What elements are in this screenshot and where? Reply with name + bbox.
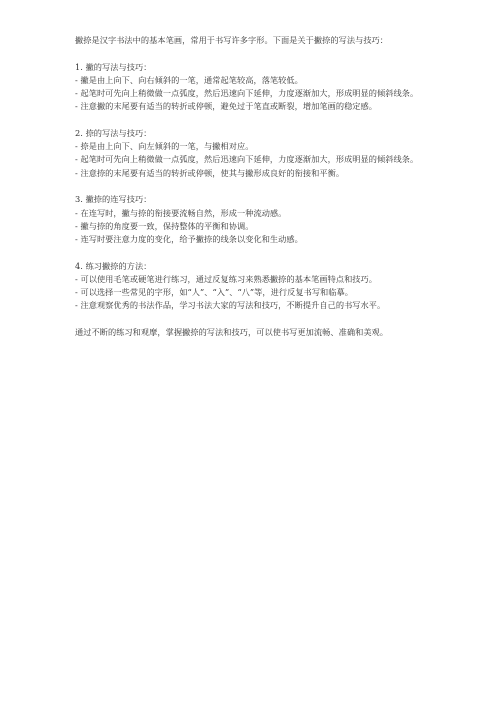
section-3-item-3: - 连写时要注意力度的变化，给予撇捺的线条以变化和生动感。 xyxy=(75,233,303,244)
section-4-item-1: - 可以使用毛笔或硬笔进行练习，通过反复练习来熟悉撇捺的基本笔画特点和技巧。 xyxy=(75,273,378,284)
section-heading-3: 3. 撇捺的连写技巧： xyxy=(75,194,152,205)
section-1-item-3: - 注意撇的末尾要有适当的转折或停顿，避免过于笔直或断裂，增加笔画的稳定感。 xyxy=(75,101,378,112)
section-4-item-3: - 注意观察优秀的书法作品，学习书法大家的写法和技巧，不断提升自己的书写水平。 xyxy=(75,300,386,311)
paragraph-gap xyxy=(75,312,421,326)
paragraph-gap xyxy=(75,114,421,128)
section-4-item-2: - 可以选择一些常见的字形，如“人”、“入”、“八”等，进行反复书写和临摹。 xyxy=(75,287,354,298)
section-heading-2: 2. 捺的写法与技巧： xyxy=(75,128,152,139)
paragraph-gap xyxy=(75,47,421,61)
section-heading-1: 1. 撇的写法与技巧： xyxy=(75,61,152,72)
section-3-item-2: - 撇与捺的角度要一致，保持整体的平衡和协调。 xyxy=(75,220,254,231)
intro-paragraph: 撇捺是汉字书法中的基本笔画，常用于书写许多字形。下面是关于撇捺的写法与技巧： xyxy=(75,35,389,45)
conclusion-paragraph: 通过不断的练习和观摩，掌握撇捺的写法和技巧，可以使书写更加流畅、准确和美观。 xyxy=(75,326,389,337)
section-1-item-1: - 撇是由上向下、向右倾斜的一笔，通常起笔较高，落笔较低。 xyxy=(75,74,303,85)
section-2-item-2: - 起笔时可先向上稍微做一点弧度，然后迅速向下延伸，力度逐渐加大，形成明显的倾斜线条。 xyxy=(75,154,419,165)
document-body xyxy=(75,34,421,339)
paragraph-gap xyxy=(75,180,421,194)
paragraph-gap xyxy=(75,246,421,260)
section-2-item-3: - 注意捺的末尾要有适当的转折或停顿，使其与撇形成良好的衔接和平衡。 xyxy=(75,167,345,178)
section-1-item-2: - 起笔时可先向上稍微做一点弧度，然后迅速向下延伸，力度逐渐加大，形成明显的倾斜线条。 xyxy=(75,88,419,99)
section-3-item-1: - 在连写时，撇与捺的衔接要流畅自然，形成一种流动感。 xyxy=(75,207,287,218)
section-2-item-1: - 捺是由上向下、向左倾斜的一笔，与撇相对应。 xyxy=(75,141,254,152)
section-heading-4: 4. 练习撇捺的方法： xyxy=(75,260,152,271)
